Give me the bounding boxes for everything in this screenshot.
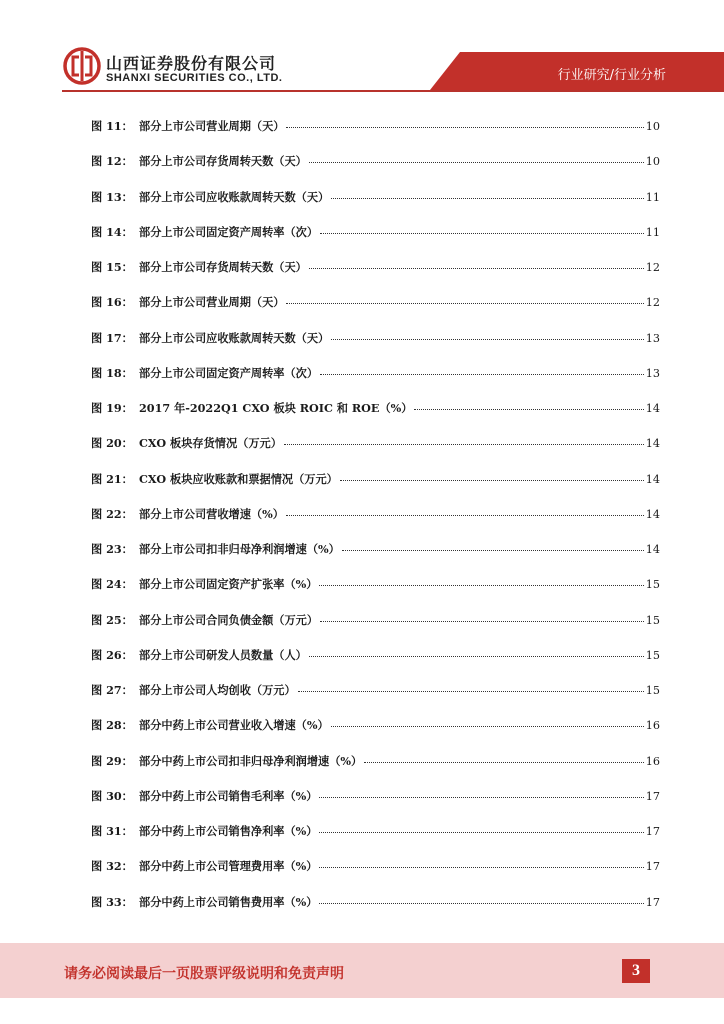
toc-entry[interactable] — [91, 682, 660, 700]
toc-figure-number: 图 31： — [91, 824, 133, 838]
toc-entry[interactable] — [91, 541, 660, 559]
toc-figure-number: 图 33： — [91, 894, 133, 909]
toc-dot-leader — [331, 338, 644, 340]
toc-entry[interactable] — [91, 506, 660, 524]
toc-entry[interactable] — [91, 330, 660, 348]
toc-dot-leader — [319, 584, 643, 586]
toc-figure-number: 图 23： — [91, 542, 133, 556]
toc-page-number: 14 — [645, 543, 660, 556]
page-header — [0, 0, 724, 92]
toc-page-number: 11 — [645, 190, 660, 204]
toc-dot-leader — [320, 373, 644, 375]
toc-page-number: 15 — [645, 613, 660, 627]
toc-figure-title: 部分上市公司固定资产扩张率（%） — [139, 577, 318, 592]
toc-page-number: 13 — [645, 366, 660, 380]
toc-entry[interactable] — [91, 118, 660, 136]
page-number: 3 — [622, 959, 650, 983]
toc-dot-leader — [342, 549, 644, 551]
toc-figure-number: 图 29： — [91, 753, 133, 768]
toc-figure-title: 部分上市公司存货周转天数（天） — [139, 260, 307, 274]
page-footer — [0, 943, 724, 998]
toc-page-number: 17 — [645, 789, 660, 803]
toc-figure-title: 部分上市公司固定资产周转率（次） — [139, 365, 319, 380]
toc-entry[interactable] — [91, 823, 660, 841]
toc-page-number: 17 — [645, 895, 660, 909]
toc-dot-leader — [320, 620, 644, 622]
toc-dot-leader — [319, 796, 643, 798]
toc-figure-number: 图 11： — [91, 119, 133, 133]
toc-entry[interactable] — [91, 153, 660, 171]
toc-figure-title: 部分上市公司应收账款周转天数（天） — [139, 189, 330, 204]
toc-entry[interactable] — [91, 717, 660, 735]
toc-figure-number: 图 22： — [91, 506, 133, 521]
toc-page-number: 15 — [645, 578, 660, 592]
toc-entry[interactable] — [91, 612, 660, 630]
toc-entry[interactable] — [91, 894, 660, 912]
toc-figure-title: 部分上市公司扣非归母净利润增速（%） — [139, 542, 340, 556]
toc-page-number: 10 — [645, 120, 660, 133]
toc-page-number: 14 — [645, 472, 660, 486]
toc-dot-leader — [414, 408, 643, 410]
toc-dot-leader — [286, 514, 644, 516]
toc-entry[interactable] — [91, 400, 660, 418]
toc-figure-title: 部分上市公司营业周期（天） — [139, 119, 285, 133]
toc-entry[interactable] — [91, 294, 660, 312]
toc-figure-title: 部分中药上市公司扣非归母净利润增速（%） — [139, 753, 363, 768]
toc-figure-number: 图 20： — [91, 436, 133, 451]
toc-page-number: 15 — [645, 648, 660, 662]
toc-figure-title: 部分上市公司营业周期（天） — [139, 295, 285, 310]
header-divider — [62, 90, 724, 92]
toc-figure-title: 部分中药上市公司管理费用率（%） — [139, 859, 318, 874]
toc-dot-leader — [340, 479, 644, 481]
toc-figure-title: 部分上市公司存货周转天数（天） — [139, 154, 307, 169]
toc-figure-title: 部分中药上市公司营业收入增速（%） — [139, 718, 329, 733]
toc-dot-leader — [320, 232, 644, 234]
toc-entry[interactable] — [91, 858, 660, 876]
toc-figure-number: 图 19： — [91, 401, 133, 415]
toc-page-number: 15 — [645, 684, 660, 697]
toc-figure-number: 图 18： — [91, 365, 133, 380]
toc-entry[interactable] — [91, 576, 660, 594]
toc-page-number: 17 — [645, 860, 660, 874]
toc-dot-leader — [309, 161, 644, 163]
toc-page-number: 10 — [645, 155, 660, 169]
toc-dot-leader — [319, 902, 643, 904]
toc-page-number: 11 — [645, 225, 660, 239]
toc-figure-title: CXO 板块存货情况（万元） — [139, 436, 282, 451]
toc-entry[interactable] — [91, 647, 660, 665]
toc-entry[interactable] — [91, 224, 660, 242]
disclaimer-text: 请务必阅读最后一页股票评级说明和免责声明 — [64, 966, 344, 982]
toc-page-number: 13 — [645, 331, 660, 345]
toc-dot-leader — [309, 655, 644, 657]
toc-dot-leader — [319, 831, 643, 833]
toc-dot-leader — [331, 197, 644, 199]
toc-dot-leader — [331, 725, 644, 727]
toc-page-number: 12 — [645, 261, 660, 274]
toc-dot-leader — [284, 443, 644, 445]
toc-figure-number: 图 30： — [91, 788, 133, 803]
toc-entry[interactable] — [91, 788, 660, 806]
toc-figure-title: 部分上市公司营收增速（%） — [139, 506, 284, 521]
toc-figure-number: 图 12： — [91, 154, 133, 169]
toc-entry[interactable] — [91, 435, 660, 453]
toc-figure-title: CXO 板块应收账款和票据情况（万元） — [139, 471, 338, 486]
toc-figure-number: 图 25： — [91, 612, 133, 627]
toc-figure-title: 2017 年-2022Q1 CXO 板块 ROIC 和 ROE（%） — [139, 401, 413, 415]
toc-figure-number: 图 27： — [91, 683, 133, 697]
toc-dot-leader — [298, 690, 644, 692]
company-logo-icon — [62, 46, 102, 86]
toc-page-number: 12 — [645, 296, 660, 310]
toc-page-number: 16 — [645, 719, 660, 733]
toc-page-number: 17 — [645, 825, 660, 838]
toc-dot-leader — [286, 126, 643, 128]
toc-dot-leader — [309, 267, 644, 269]
toc-page-number: 16 — [645, 754, 660, 768]
toc-dot-leader — [364, 761, 644, 763]
toc-entry[interactable] — [91, 471, 660, 489]
toc-figure-number: 图 26： — [91, 647, 133, 662]
toc-figure-title: 部分上市公司人均创收（万元） — [139, 683, 296, 697]
toc-entry[interactable] — [91, 753, 660, 771]
toc-figure-title: 部分上市公司合同负债金额（万元） — [139, 612, 319, 627]
company-name-cn: 山西证券股份有限公司 — [106, 54, 277, 73]
company-name-en: SHANXI SECURITIES CO., LTD. — [106, 72, 283, 84]
toc-figure-number: 图 17： — [91, 330, 133, 345]
toc-page-number: 14 — [645, 507, 660, 521]
toc-figure-number: 图 21： — [91, 471, 133, 486]
toc-dot-leader — [319, 866, 643, 868]
toc-figure-number: 图 16： — [91, 295, 133, 310]
toc-figure-title: 部分中药上市公司销售毛利率（%） — [139, 788, 318, 803]
toc-figure-title: 部分中药上市公司销售费用率（%） — [139, 894, 318, 909]
toc-page-number: 14 — [645, 437, 660, 451]
toc-figure-title: 部分中药上市公司销售净利率（%） — [139, 824, 318, 838]
toc-entry[interactable] — [91, 259, 660, 277]
toc-figure-number: 图 15： — [91, 260, 133, 274]
toc-entry[interactable] — [91, 365, 660, 383]
toc-figure-number: 图 24： — [91, 577, 133, 592]
toc-figure-number: 图 14： — [91, 224, 133, 239]
section-label: 行业研究/行业分析 — [557, 68, 666, 83]
toc-figure-number: 图 13： — [91, 189, 133, 204]
toc-figure-title: 部分上市公司应收账款周转天数（天） — [139, 330, 330, 345]
toc-figure-title: 部分上市公司固定资产周转率（次） — [139, 224, 319, 239]
toc-figure-number: 图 28： — [91, 718, 133, 733]
toc-figure-title: 部分上市公司研发人员数量（人） — [139, 647, 307, 662]
toc-dot-leader — [286, 302, 643, 304]
toc-page-number: 14 — [645, 402, 660, 415]
toc-figure-number: 图 32： — [91, 859, 133, 874]
toc-entry[interactable] — [91, 189, 660, 207]
